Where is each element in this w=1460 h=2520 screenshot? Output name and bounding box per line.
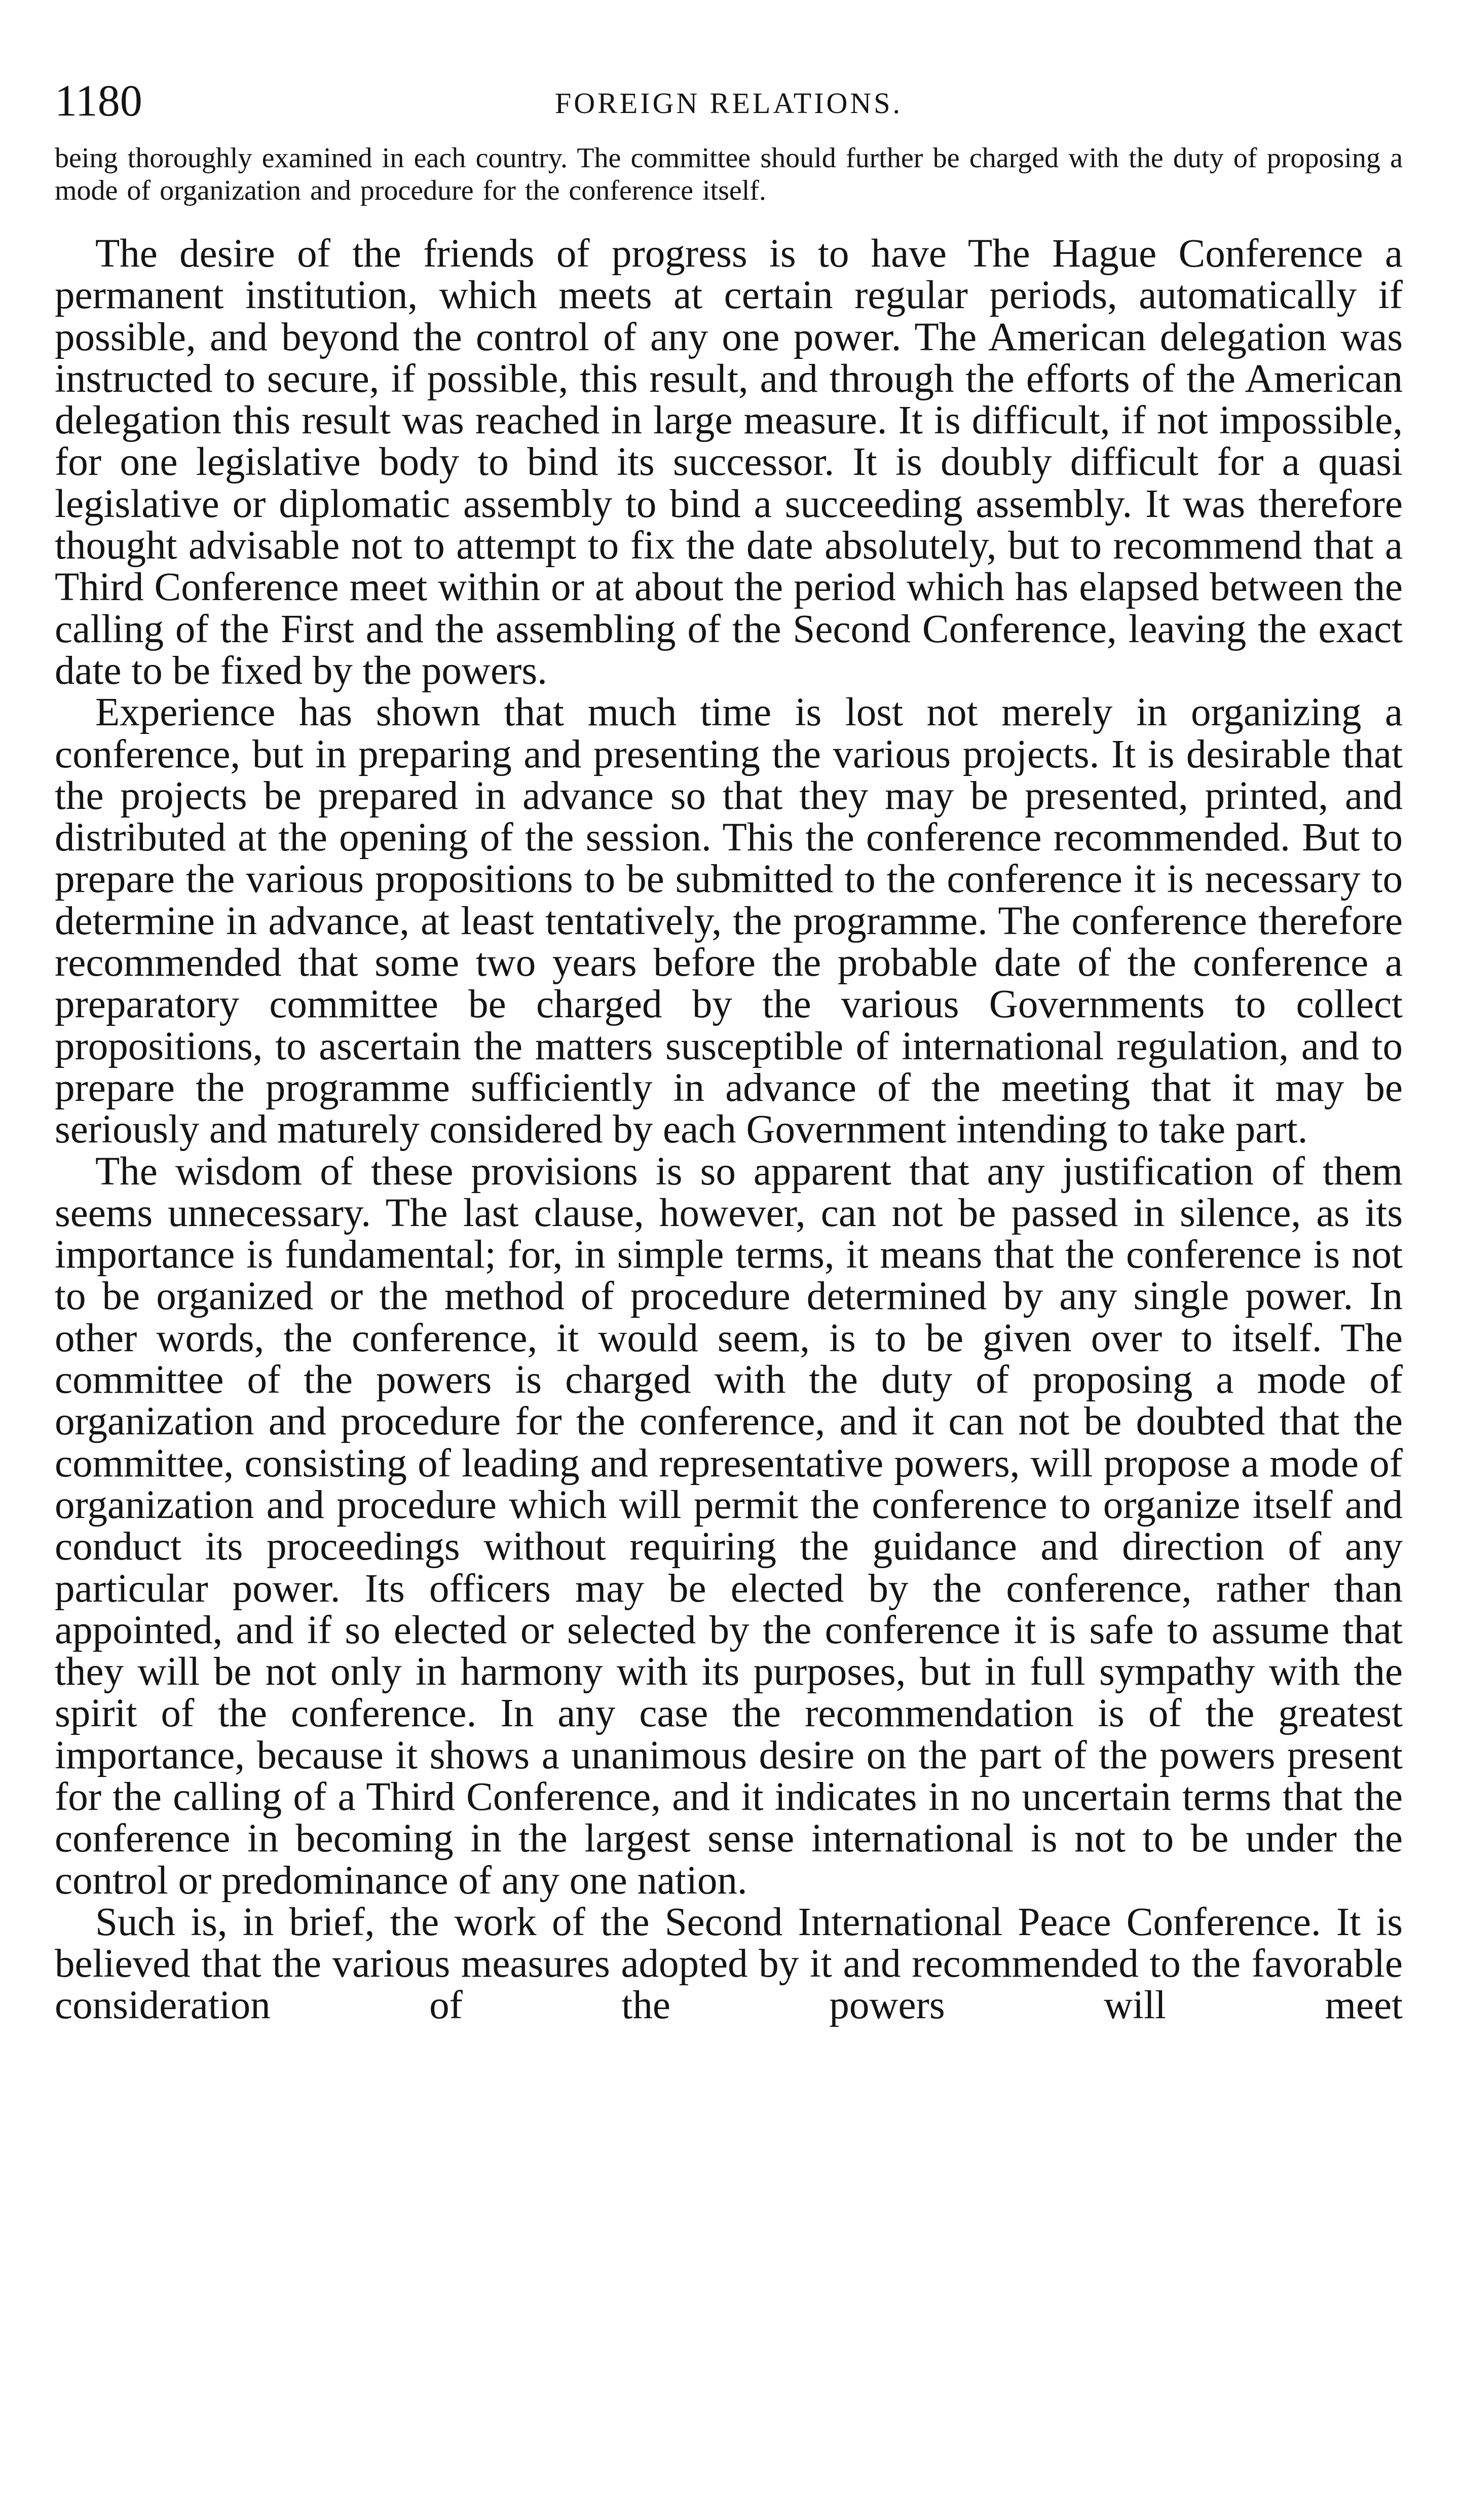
page-header (55, 76, 1403, 142)
page-number: 1180 (55, 77, 142, 126)
body-paragraph: The desire of the friends of progress is to have The Hague Conference a permanent institution, which meets at certain regular periods, automatically if possible, and beyond the control of any one power. The American delegation was instructed to secure, if possible, this result, and through the efforts of the American delegation this result was reached in large measure. It is difficult, if not impossible, for one legislative body to bind its successor. It is doubly difficult for a quasi legislative or diplomatic assembly to bind a succeeding assembly. It was therefore thought advisable not to attempt to fix the date absolutely, but to recommend that a Third Conference meet within or at about the period which has elapsed between the calling of the First and the assembling of the Second Conference, leaving the exact date to be fixed by the powers. (55, 232, 1403, 693)
body-paragraph: Experience has shown that much time is lost not merely in organizing a conference, but in preparing and presenting the various projects. It is desirable that the projects be prepared in advance so that they may be presented, printed, and distributed at the opening of the session. This the conference recommended. But to prepare the various propositions to be submitted to the conference it is necessary to determine in advance, at least tentatively, the programme. The conference therefore recommended that some two years before the probable date of the conference a preparatory committee be charged by the various Governments to collect propositions, to ascertain the matters susceptible of international regulation, and to prepare the programme sufficiently in advance of the meeting that it may be seriously and maturely considered by each Government intending to take part. (55, 690, 1403, 1152)
body-paragraph: Such is, in brief, the work of the Second International Peace Conference. It is believed that the various measures adopted by it and recommended to the favorable consideration of the powers will meet (55, 1900, 1403, 2028)
body-paragraph: The wisdom of these provisions is so apparent that any justification of them seems unnecessary. The last clause, however, can not be passed in silence, as its importance is fundamental; for, in simple terms, it means that the conference is not to be organized or the method of procedure determined by any single power. In other words, the conference, it would seem, is to be given over to itself. The committee of the powers is charged with the duty of proposing a mode of organization and procedure for the conference, and it can not be doubted that the committee, consisting of leading and representative powers, will propose a mode of organization and procedure which will permit the conference to organize itself and conduct its proceedings without requiring the guidance and direction of any particular power. Its officers may be elected by the conference, rather than appointed, and if so elected or selected by the conference it is safe to assume that they will be not only in harmony with its purposes, but in full sympathy with the spirit of the conference. In any case the recommendation is of the greatest importance, because it shows a unanimous desire on the part of the powers present for the calling of a Third Conference, and it indicates in no uncertain terms that the conference in becoming in the largest sense international is not to be under the control or predominance of any one nation. (55, 1149, 1403, 1903)
quoted-text-continuation: being thoroughly examined in each country. The committee should further be charged with the duty of proposing a mode of organization and procedure for the conference itself. (55, 142, 1403, 206)
document-page (55, 76, 1403, 2027)
running-head: FOREIGN RELATIONS. (554, 87, 903, 120)
